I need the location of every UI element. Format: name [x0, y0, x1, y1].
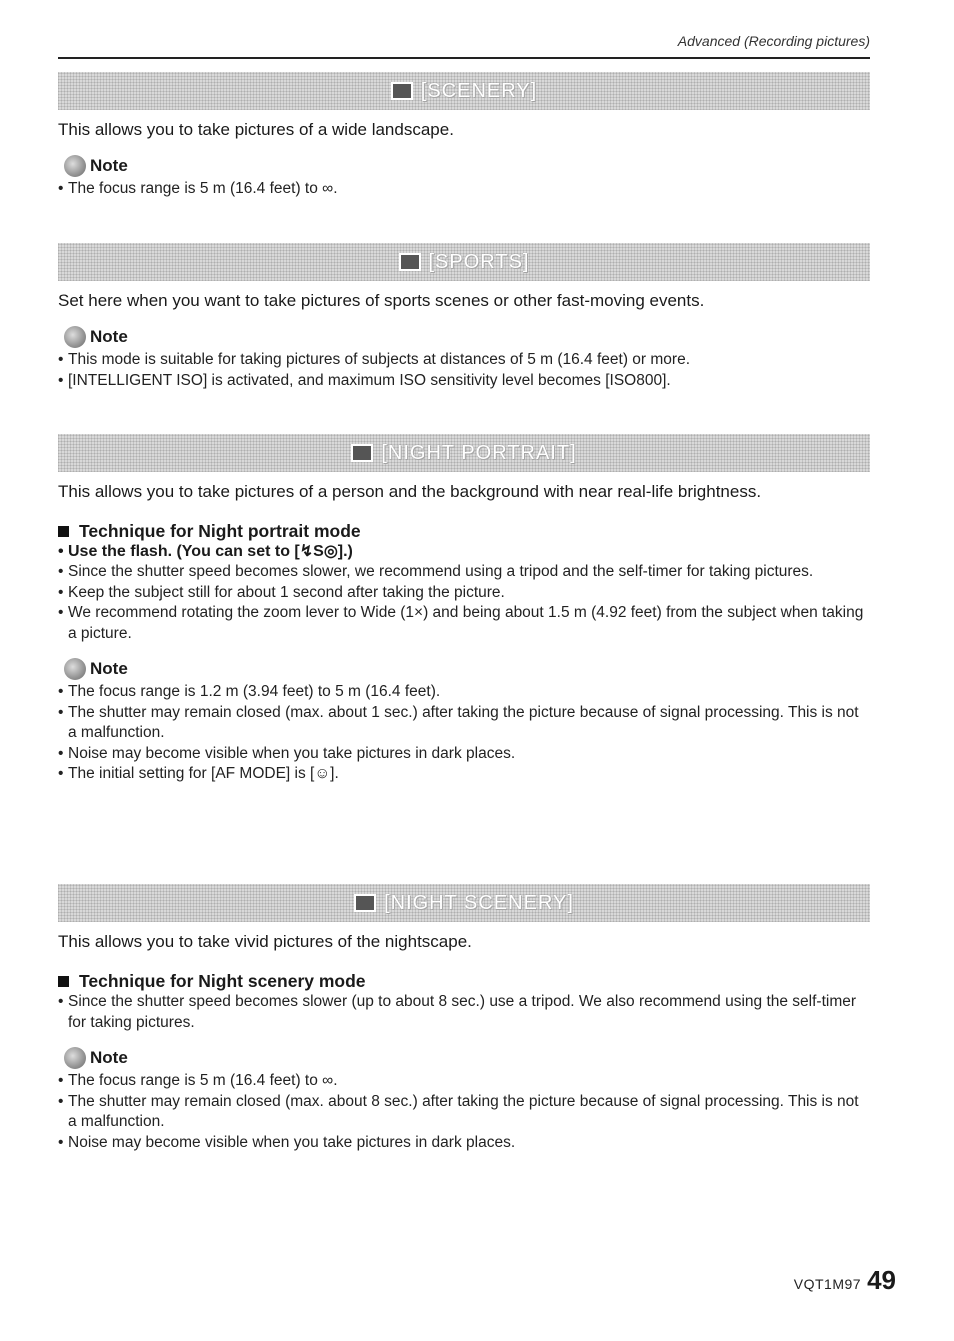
note-item: • The focus range is 5 m (16.4 feet) to ∞. — [58, 1071, 870, 1092]
chapter-header: Advanced (Recording pictures) — [677, 33, 870, 49]
page-footer — [794, 1265, 896, 1296]
note-heading: Note — [58, 658, 870, 680]
night-scenery-mode-icon — [354, 894, 376, 912]
section-banner — [58, 72, 870, 110]
section-intro: This allows you to take vivid pictures of the nightscape. — [58, 932, 472, 951]
model-code: VQT1M97 — [793, 1276, 862, 1292]
note-icon — [64, 1047, 86, 1069]
section-title: [SCENERY] — [420, 79, 538, 102]
note-item: • The focus range is 5 m (16.4 feet) to ∞. — [58, 179, 870, 200]
note-heading: Note — [58, 155, 870, 177]
note-heading: Note — [58, 326, 870, 348]
note-item: • The initial setting for [AF MODE] is [☺]. — [58, 764, 870, 785]
note-icon — [64, 658, 86, 680]
header-rule — [58, 57, 870, 59]
technique-item: • Since the shutter speed becomes slower (up to about 8 sec.) use a tripod. We also recommend using the self-timer for taking pictures. — [58, 992, 870, 1033]
technique-item: • Since the shutter speed becomes slower, we recommend using a tripod and the self-timer for taking pictures. — [58, 562, 870, 583]
note-item: • Noise may become visible when you take pictures in dark places. — [58, 744, 870, 765]
page-number: 49 — [867, 1265, 896, 1295]
note-item: • [INTELLIGENT ISO] is activated, and maximum ISO sensitivity level becomes [ISO800]. — [58, 371, 870, 392]
technique-heading: Technique for Night scenery mode — [58, 971, 870, 992]
section-night-portrait — [58, 434, 870, 785]
note-icon — [64, 155, 86, 177]
section-title: [NIGHT SCENERY] — [384, 891, 574, 914]
note-heading: Note — [58, 1047, 870, 1069]
technique-item: • We recommend rotating the zoom lever to Wide (1×) and being about 1.5 m (4.92 feet) from the subject when taking a picture. — [58, 603, 870, 644]
section-scenery — [58, 72, 870, 200]
section-intro: Set here when you want to take pictures of sports scenes or other fast-moving events. — [58, 291, 705, 310]
section-intro: This allows you to take pictures of a wide landscape. — [58, 120, 454, 139]
section-banner — [58, 434, 870, 472]
note-list — [58, 682, 870, 785]
technique-list — [58, 562, 870, 644]
note-list — [58, 1071, 870, 1153]
note-list — [58, 179, 870, 200]
note-icon — [64, 326, 86, 348]
note-item: • This mode is suitable for taking pictures of subjects at distances of 5 m (16.4 feet) or more. — [58, 350, 870, 371]
section-intro: This allows you to take pictures of a person and the background with near real-life brightness. — [58, 482, 762, 501]
night-portrait-mode-icon — [351, 444, 373, 462]
section-sports — [58, 243, 870, 391]
technique-bold-item: • Use the flash. (You can set to [↯S◎].) — [58, 542, 870, 562]
technique-heading: Technique for Night portrait mode — [58, 521, 870, 542]
section-title: [NIGHT PORTRAIT] — [381, 441, 577, 464]
square-bullet-icon — [58, 976, 69, 987]
note-item: • The shutter may remain closed (max. about 8 sec.) after taking the picture because of signal processing. This is not a malfunction. — [58, 1092, 870, 1133]
note-item: • The focus range is 1.2 m (3.94 feet) to 5 m (16.4 feet). — [58, 682, 870, 703]
section-title: [SPORTS] — [428, 250, 530, 273]
section-night-scenery — [58, 884, 870, 1153]
note-list — [58, 350, 870, 391]
technique-list — [58, 992, 870, 1033]
square-bullet-icon — [58, 526, 69, 537]
note-item: • The shutter may remain closed (max. about 1 sec.) after taking the picture because of signal processing. This is not a malfunction. — [58, 703, 870, 744]
technique-item: • Keep the subject still for about 1 second after taking the picture. — [58, 583, 870, 604]
note-item: • Noise may become visible when you take pictures in dark places. — [58, 1133, 870, 1154]
section-banner — [58, 243, 870, 281]
section-banner — [58, 884, 870, 922]
sports-mode-icon — [399, 253, 421, 271]
scenery-mode-icon — [391, 82, 413, 100]
